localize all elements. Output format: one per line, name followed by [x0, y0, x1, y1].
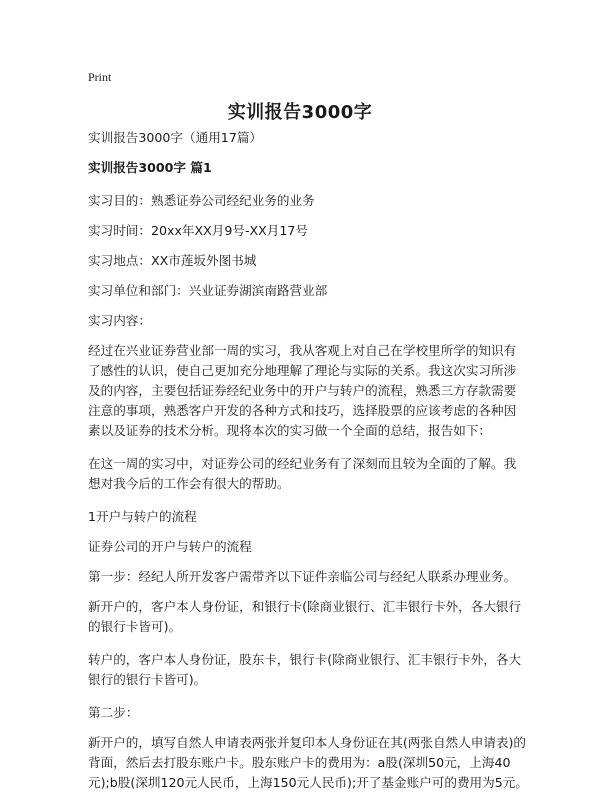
purpose-line: 实习目的：熟悉证券公司经纪业务的业务: [88, 193, 315, 208]
section-heading: 实训报告3000字 篇1: [88, 160, 212, 175]
list-item-subheading: 证券公司的开户与转户的流程: [88, 539, 252, 554]
print-link[interactable]: Print: [88, 70, 112, 84]
paragraph: 转户的，客户本人身份证，股东卡，银行卡(除商业银行、汇丰银行卡外，各大银行的银行卡皆可)。: [88, 652, 522, 687]
step-line: 第一步：经纪人所开发客户需带齐以下证件亲临公司与经纪人联系办理业务。: [88, 569, 517, 584]
document-body: [88, 128, 528, 801]
location-line: 实习地点：XX市莲坂外图书城: [88, 253, 257, 268]
document-title: 实训报告3000字: [227, 102, 373, 123]
paragraph: 新开户的，填写自然人申请表两张并复印本人身份证在其(两张自然人申请表)的背面，然后去打股东账户卡。股东账户卡的费用为：a股(深圳50元，上海40元);b股(深圳120元人民币，上海150元人民币);开了基金账户可的费用为5元。: [88, 735, 528, 790]
unit-line: 实习单位和部门：兴业证券湖滨南路营业部: [88, 283, 328, 298]
content-label: 实习内容：: [88, 313, 151, 328]
time-line: 实习时间：20xx年XX月9号-XX月17号: [88, 223, 308, 238]
step-line: 第二步：: [88, 705, 139, 720]
list-item-heading: 1开户与转户的流程: [88, 509, 197, 524]
paragraph: 新开户的，客户本人身份证，和银行卡(除商业银行、汇丰银行卡外，各大银行的银行卡皆可)。: [88, 599, 522, 634]
paragraph: 在这一周的实习中，对证券公司的经纪业务有了深刻而且较为全面的了解。我想对我今后的工作会有很大的帮助。: [88, 456, 517, 491]
document-subtitle: 实训报告3000字（通用17篇）: [88, 130, 263, 145]
paragraph: 经过在兴业证券营业部一周的实习，我从客观上对自己在学校里所学的知识有了感性的认识，使自己更加充分地理解了理论与实际的关系。我这次实习所涉及的内容，主要包括证券经纪业务中的开户与转户的流程，熟悉三方存款需要注意的事项，熟悉客户开发的各种方式和技巧，选择股票的应该考虑的各种因素以及证券的技术分析。现将本次的实习做一个全面的总结，报告如下：: [88, 343, 517, 438]
